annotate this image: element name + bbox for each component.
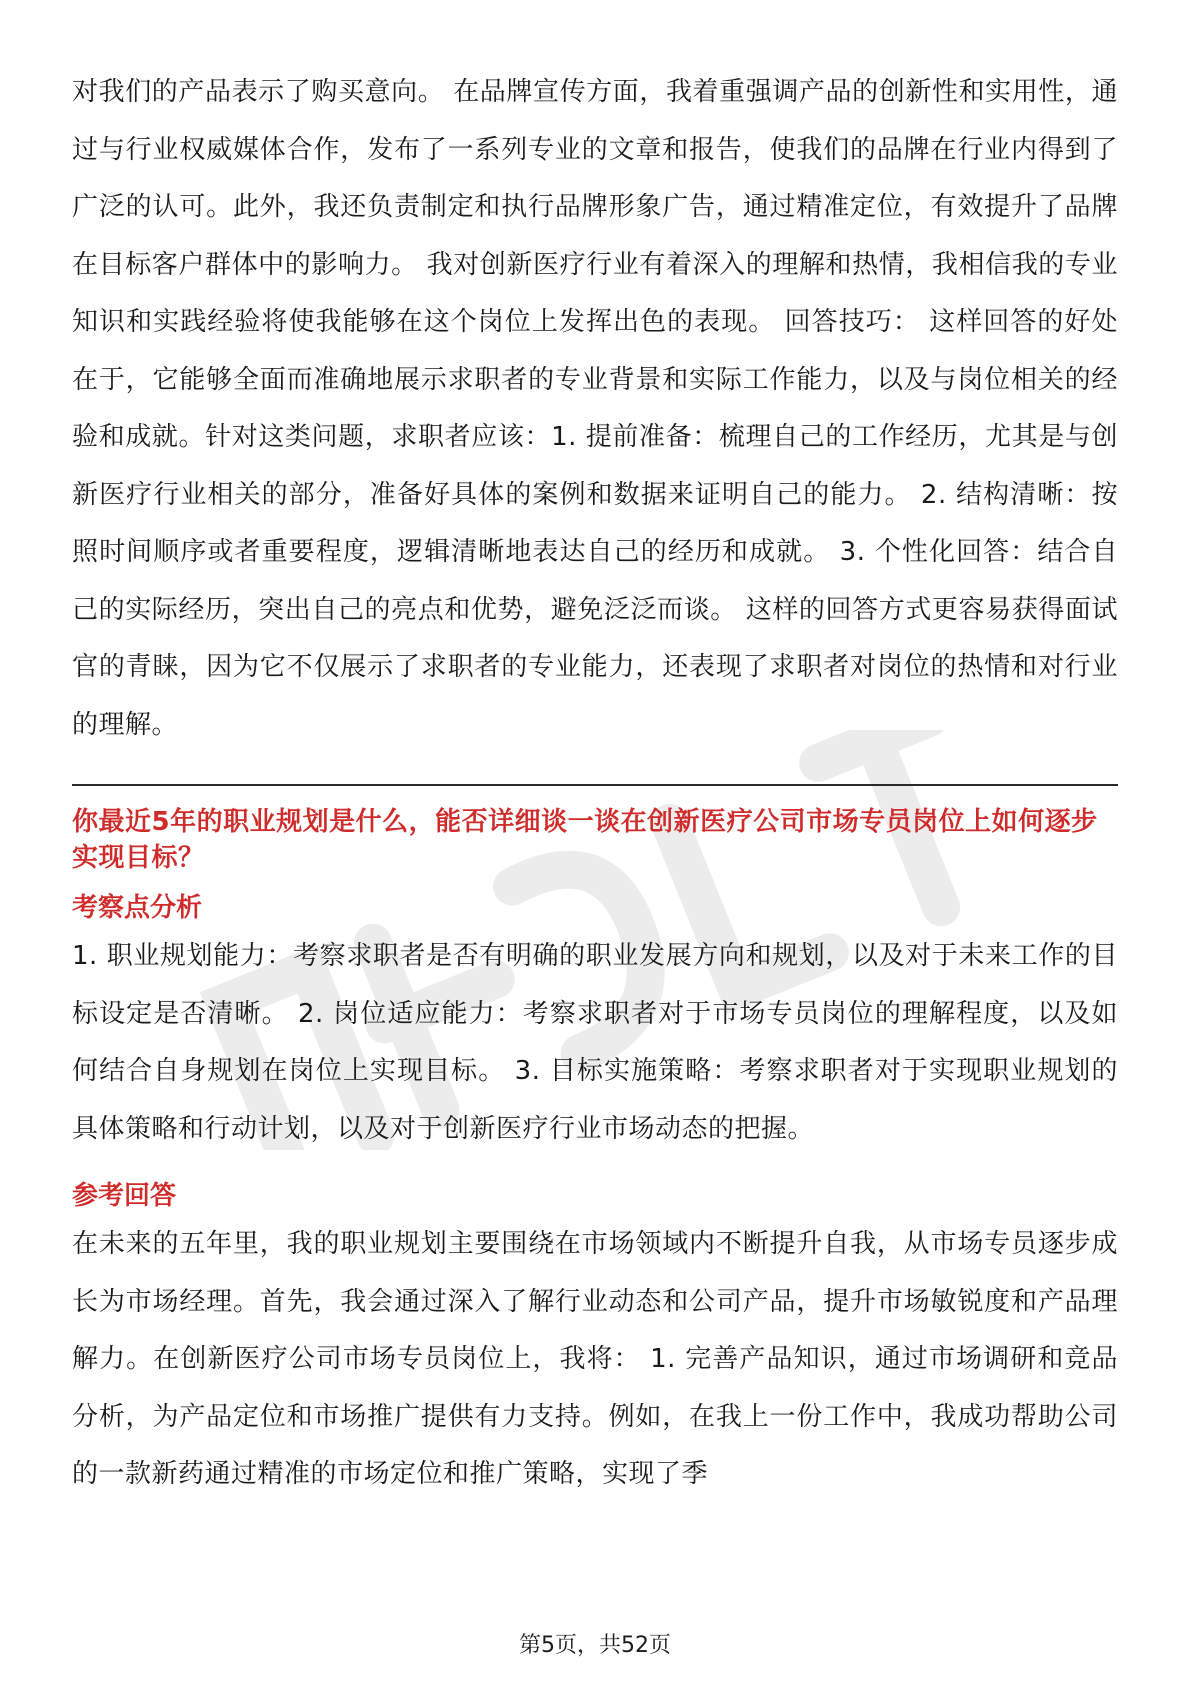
- analysis-body: 1. 职业规划能力：考察求职者是否有明确的职业发展方向和规划，以及对于未来工作的目标设定是否清晰。 2. 岗位适应能力：考察求职者对于市场专员岗位的理解程度，以及如何结合自身规划在岗位上实现目标。 3. 目标实施策略：考察求职者对于实现职业规划的具体策略和行动计划，以及对于创新医疗行业市场动态的把握。: [72, 941, 1118, 1144]
- analysis-title: 考察点分析: [72, 893, 203, 923]
- intro-paragraph: 对我们的产品表示了购买意向。 在品牌宣传方面，我着重强调产品的创新性和实用性，通过与行业权威媒体合作，发布了一系列专业的文章和报告，使我们的品牌在行业内得到了广泛的认可。此外，我还负责制定和执行品牌形象广告，通过精准定位，有效提升了品牌在目标客户群体中的影响力。 我对创新医疗行业有着深入的理解和热情，我相信我的专业知识和实践经验将使我能够在这个岗位上发挥出色的表现。 回答技巧： 这样回答的好处在于，它能够全面而准确地展示求职者的专业背景和实际工作能力，以及与岗位相关的经验和成就。针对这类问题，求职者应该：1. 提前准备：梳理自己的工作经历，尤其是与创新医疗行业相关的部分，准备好具体的案例和数据来证明自己的能力。 2. 结构清晰：按照时间顺序或者重要程度，逻辑清晰地表达自己的经历和成就。 3. 个性化回答：结合自己的实际经历，突出自己的亮点和优势，避免泛泛而谈。 这样的回答方式更容易获得面试官的青睐，因为它不仅展示了求职者的专业能力，还表现了求职者对岗位的热情和对行业的理解。: [72, 77, 1118, 740]
- reference-title: 参考回答: [72, 1181, 177, 1211]
- question-heading: 你最近5年的职业规划是什么，能否详细谈一谈在创新医疗公司市场专员岗位上如何逐步实现目标？: [72, 807, 1098, 873]
- page-content: [72, 64, 1118, 1504]
- page-number: 第5页，共52页: [519, 1633, 671, 1658]
- section-divider: [72, 784, 1118, 786]
- reference-body: 在未来的五年里，我的职业规划主要围绕在市场领域内不断提升自我，从市场专员逐步成长为市场经理。首先，我会通过深入了解行业动态和公司产品，提升市场敏锐度和产品理解力。在创新医疗公司市场专员岗位上，我将： 1. 完善产品知识，通过市场调研和竞品分析，为产品定位和市场推广提供有力支持。例如，在我上一份工作中，我成功帮助公司的一款新药通过精准的市场定位和推广策略，实现了季: [72, 1229, 1118, 1489]
